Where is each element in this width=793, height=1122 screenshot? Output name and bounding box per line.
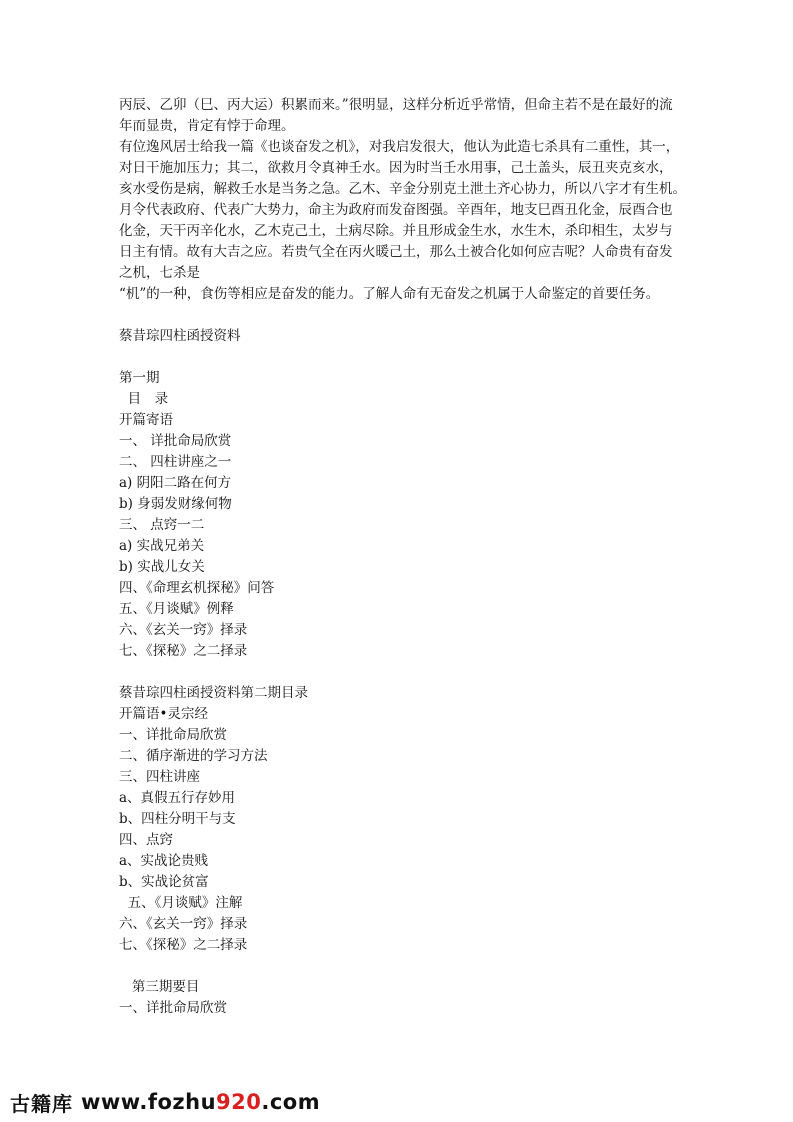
intro-line-10: “机”的一种，食伤等相应是奋发的能力。了解人命有无奋发之机属于人命鉴定的首要任务。 (119, 286, 660, 302)
issue3-item: 一、详批命局欣赏 (119, 1000, 227, 1016)
issue1-item: 二、 四柱讲座之一 (119, 454, 232, 470)
issue2-item: 二、循序渐进的学习方法 (119, 748, 268, 764)
intro-line-3: 有位逸风居士给我一篇《也谈奋发之机》，对我启发很大，他认为此造七杀具有二重性，其一， (119, 139, 680, 155)
footer-url-suffix: .com (261, 1090, 321, 1114)
intro-line-9: 之机，七杀是 (119, 265, 200, 281)
issue1-item: b) 身弱发财缘何物 (119, 496, 232, 512)
issue2-item: 四、点窍 (119, 832, 173, 848)
issue1-item: 三、 点窍一二 (119, 517, 205, 533)
intro-line-2: 年而显贵，肯定有悖于命理。 (119, 118, 295, 134)
issue2-item: 三、四柱讲座 (119, 769, 200, 785)
issue1-item: 四、《命理玄机探秘》问答 (119, 580, 275, 596)
issue2-item: a、真假五行存妙用 (119, 790, 236, 806)
issue1-item: 开篇寄语 (119, 412, 173, 428)
issue2-item: 五、《月谈赋》注解 (119, 895, 243, 911)
footer-url (81, 1090, 320, 1114)
footer-watermark (10, 1086, 320, 1118)
issue2-item: 一、详批命局欣赏 (119, 727, 227, 743)
issue1-item: b) 实战儿女关 (119, 559, 205, 575)
issue2-item: b、四柱分明干与支 (119, 811, 236, 827)
issue1-item: a) 实战兄弟关 (119, 538, 205, 554)
issue2-item: 六、《玄关一窍》择录 (119, 916, 248, 932)
intro-line-6: 月令代表政府、代表广大势力，命主为政府而发奋图强。辛酉年，地支巳酉丑化金，辰酉合也 (119, 202, 673, 218)
footer-brand: 古籍库 (10, 1091, 73, 1116)
intro-line-1: 丙辰、乙卯（巳、丙大运）积累而来。”很明显，这样分析近乎常情，但命主若不是在最好的流 (119, 97, 673, 113)
issue2-item: b、实战论贫富 (119, 874, 209, 890)
issue1-item: 一、 详批命局欣赏 (119, 433, 232, 449)
issue3-title: 第三期要目 (119, 979, 200, 995)
issue2-item: 开篇语•灵宗经 (119, 706, 208, 722)
issue2-item: 七、《探秘》之二择录 (119, 937, 248, 953)
footer-url-prefix: www.fozhu (81, 1090, 217, 1114)
intro-line-8: 日主有情。故有大吉之应。若贵气全在丙火暖己土，那么土被合化如何应吉呢？人命贵有奋发 (119, 244, 673, 260)
footer-url-accent: 920 (216, 1090, 262, 1114)
issue1-item: 五、《月谈赋》例释 (119, 601, 234, 617)
section-heading: 蔡昔琮四柱函授资料 (119, 328, 241, 344)
issue1-toc-label: 目 录 (119, 391, 169, 407)
intro-line-4: 对日干施加压力；其二，欲救月令真神壬水。因为时当壬水用事，己土盖头，辰丑夹克亥水， (119, 160, 673, 176)
issue2-item: a、实战论贵贱 (119, 853, 209, 869)
issue2-title: 蔡昔琮四柱函授资料第二期目录 (119, 685, 308, 701)
intro-line-7: 化金，天干丙辛化水，乙木克己土，土病尽除。并且形成金生水，水生木，杀印相生，太岁与 (119, 223, 673, 239)
intro-line-5: 亥水受伤是病，解救壬水是当务之急。乙木、辛金分别克土泄土齐心协力，所以八字才有生机。 (119, 181, 686, 197)
issue1-item: 六、《玄关一窍》择录 (119, 622, 248, 638)
issue1-item: 七、《探秘》之二择录 (119, 643, 248, 659)
issue1-item: a) 阴阳二路在何方 (119, 475, 232, 491)
issue1-title: 第一期 (119, 370, 160, 386)
